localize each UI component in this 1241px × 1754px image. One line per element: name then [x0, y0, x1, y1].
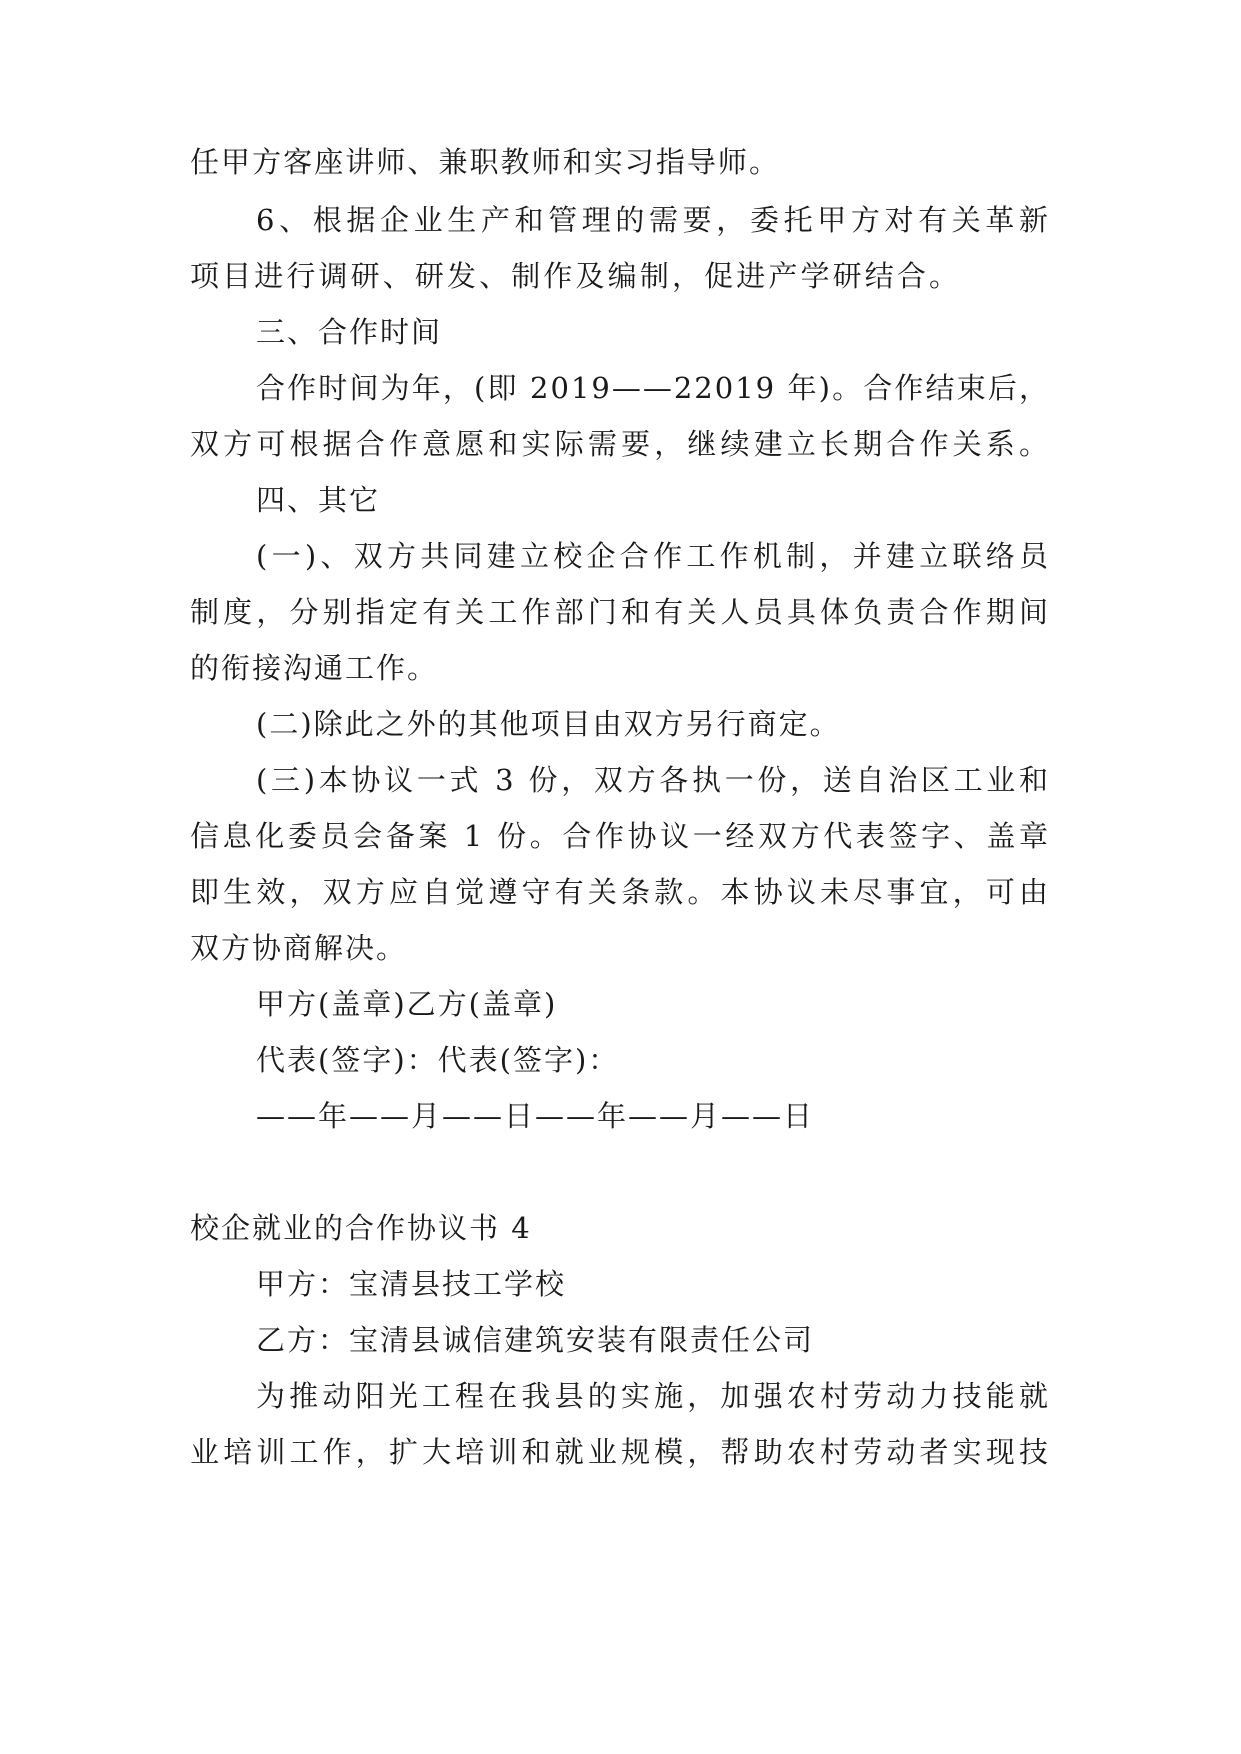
paragraph-line: 即生效，双方应自觉遵守有关条款。本协议未尽事宜，可由 — [190, 875, 1050, 909]
section-heading: 三、合作时间 — [256, 315, 443, 349]
paragraph-line: 信息化委员会备案 1 份。合作协议一经双方代表签字、盖章 — [190, 819, 1050, 853]
document-title: 校企就业的合作协议书 4 — [190, 1211, 532, 1245]
paragraph-line: 合作时间为年，(即 2019——22019 年)。合作结束后， — [256, 371, 1050, 405]
paragraph-line: 6、根据企业生产和管理的需要，委托甲方对有关革新 — [256, 203, 1050, 237]
party-a-line: 甲方：宝清县技工学校 — [256, 1267, 567, 1301]
paragraph-line: (二)除此之外的其他项目由双方另行商定。 — [256, 707, 841, 741]
paragraph-line: 双方协商解决。 — [190, 931, 408, 965]
paragraph-line: (一)、双方共同建立校企合作工作机制，并建立联络员 — [256, 539, 1050, 573]
paragraph-line: 的衔接沟通工作。 — [190, 651, 439, 685]
paragraph-line: 项目进行调研、研发、制作及编制，促进产学研结合。 — [190, 259, 960, 293]
signature-date-line: ——年——月——日——年——月——日 — [256, 1099, 815, 1133]
paragraph-line: 为推动阳光工程在我县的实施，加强农村劳动力技能就 — [256, 1379, 1050, 1413]
signature-representative-line: 代表(签字)：代表(签字)： — [256, 1043, 620, 1077]
party-b-line: 乙方：宝清县诚信建筑安装有限责任公司 — [256, 1323, 815, 1357]
paragraph-line: 任甲方客座讲师、兼职教师和实习指导师。 — [190, 145, 780, 179]
paragraph-line: 双方可根据合作意愿和实际需要，继续建立长期合作关系。 — [190, 427, 1050, 461]
paragraph-line: 制度，分别指定有关工作部门和有关人员具体负责合作期间 — [190, 595, 1050, 629]
paragraph-line: 业培训工作，扩大培训和就业规模，帮助农村劳动者实现技 — [190, 1435, 1050, 1469]
paragraph-line: (三)本协议一式 3 份，双方各执一份，送自治区工业和 — [256, 763, 1050, 797]
section-heading: 四、其它 — [256, 483, 381, 517]
signature-party-line: 甲方(盖章)乙方(盖章) — [256, 987, 558, 1021]
